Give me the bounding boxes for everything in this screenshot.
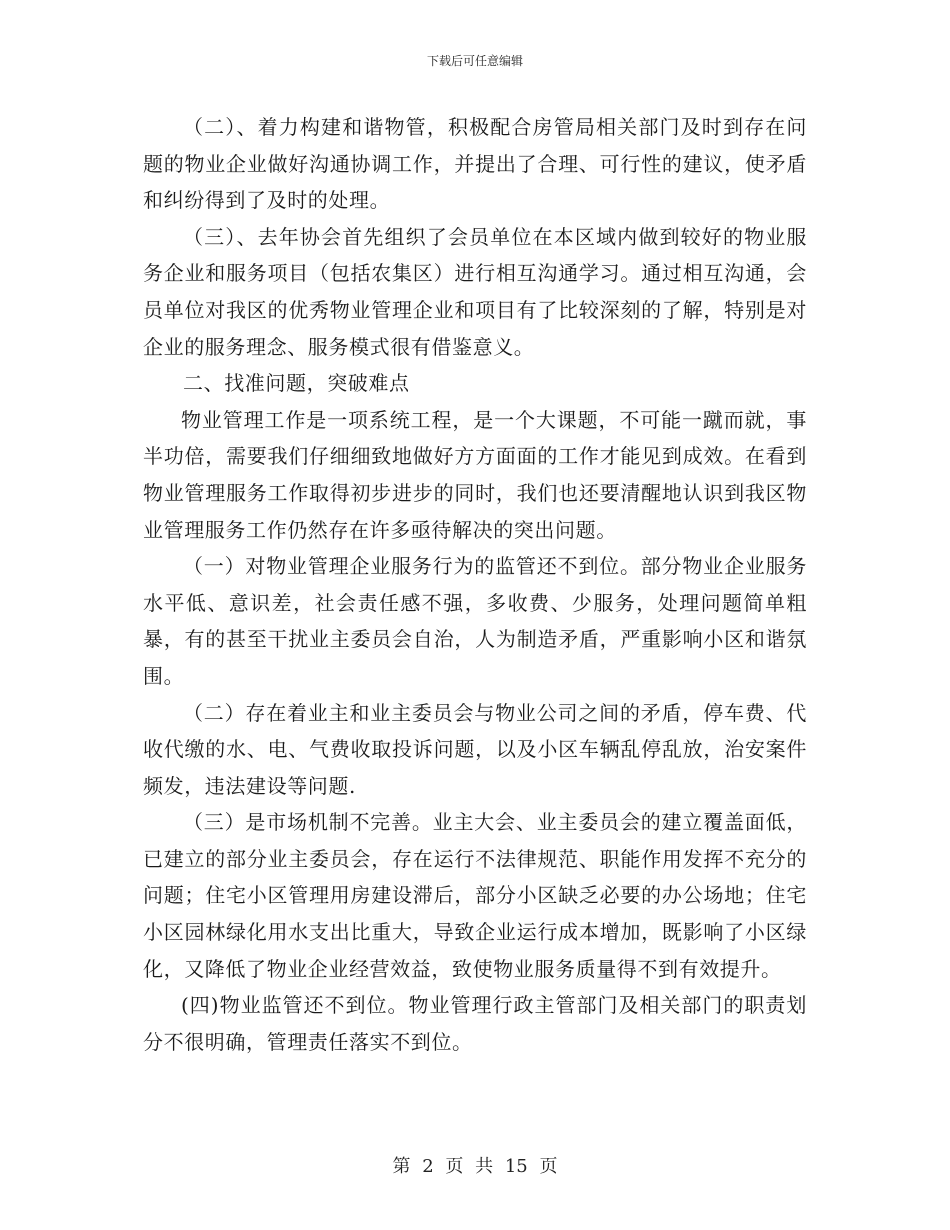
paragraph-issue-supervision: （一）对物业管理企业服务行为的监管还不到位。部分物业企业服务水平低、意识差，社会责任感不强，多收费、少服务，处理问题简单粗暴，有的甚至干扰业主委员会自治，人为制造矛盾，严重影响小区和谐氛围。	[143, 554, 807, 688]
paragraph-coordination: （二）、着力构建和谐物管，积极配合房管局相关部门及时到存在问题的物业企业做好沟通协调工作，并提出了合理、可行性的建议，使矛盾和纠纷得到了及时的处理。	[143, 115, 807, 213]
paragraph-issue-conflicts: （二）存在着业主和业主委员会与物业公司之间的矛盾，停车费、代收代缴的水、电、气费收取投诉问题，以及小区车辆乱停乱放，治安案件频发，违法建设等问题.	[143, 700, 807, 798]
page-number: 第 2 页 共 15 页	[392, 1156, 558, 1177]
paragraph-system-engineering: 物业管理工作是一项系统工程，是一个大课题，不可能一蹴而就，事半功倍，需要我们仔细细致地做好方方面面的工作才能见到成效。在看到物业管理服务工作取得初步进步的同时，我们也还要清醒地认识到我区物业管理服务工作仍然存在许多亟待解决的突出问题。	[143, 407, 807, 542]
paragraph-exchange-learning: （三）、去年协会首先组织了会员单位在本区域内做到较好的物业服务企业和服务项目（包括农集区）进行相互沟通学习。通过相互沟通，会员单位对我区的优秀物业管理企业和项目有了比较深刻的了解，特别是对企业的服务理念、服务模式很有借鉴意义。	[143, 224, 807, 359]
document-body	[143, 109, 807, 1060]
paragraph-issue-regulation: (四)物业监管还不到位。物业管理行政主管部门及相关部门的职责划分不很明确，管理责任落实不到位。	[143, 993, 807, 1054]
paragraph-issue-market: （三）是市场机制不完善。业主大会、业主委员会的建立覆盖面低，已建立的部分业主委员会，存在运行不法律规范、职能作用发挥不充分的问题；住宅小区管理用房建设滞后，部分小区缺乏必要的办公场地；住宅小区园林绿化用水支出比重大，导致企业运行成本增加，既影响了小区绿化，又降低了物业企业经营效益，致使物业服务质量得不到有效提升。	[143, 810, 807, 981]
page-header-note: 下载后可任意编辑	[426, 54, 523, 68]
section-heading-problems: 二、找准问题，突破难点	[183, 371, 410, 396]
